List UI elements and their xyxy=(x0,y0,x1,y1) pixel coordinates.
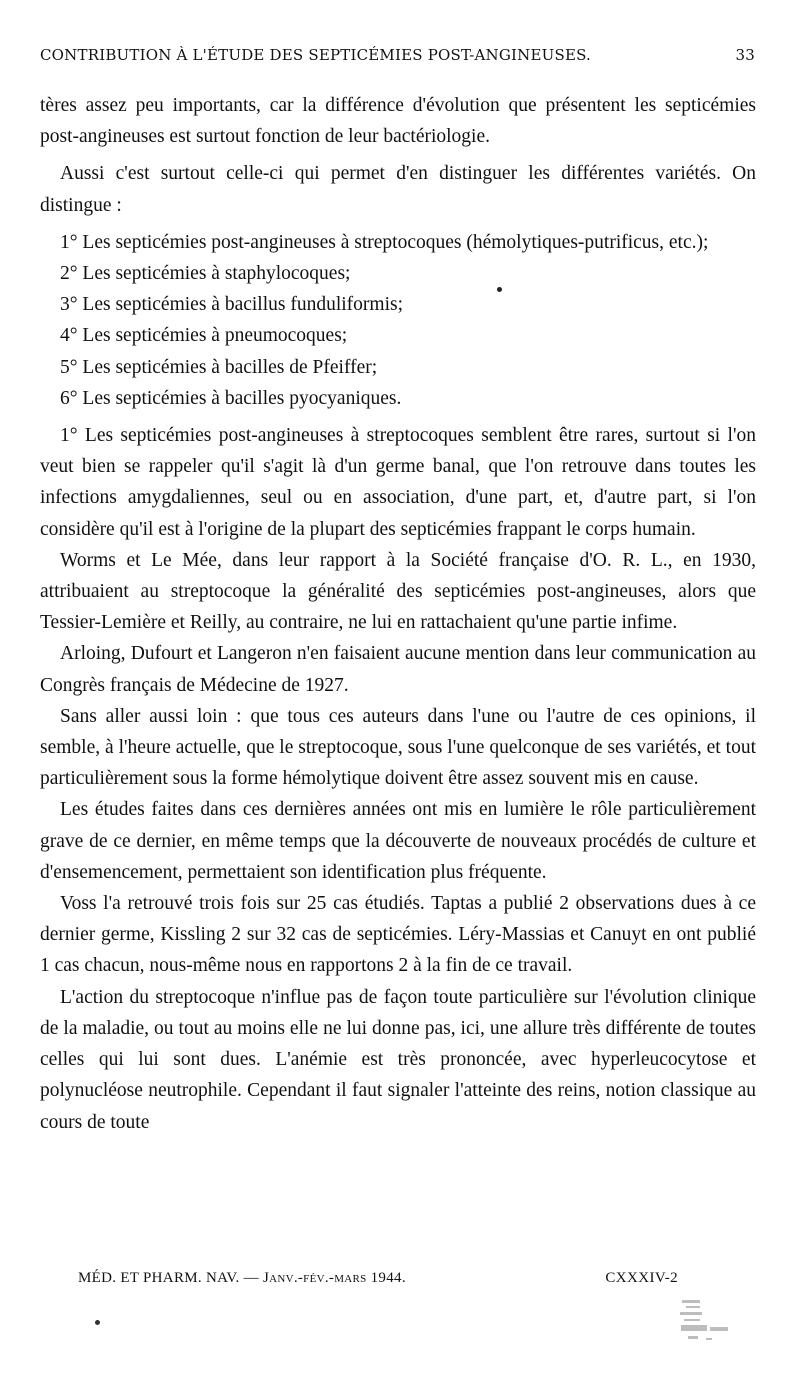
running-header xyxy=(40,46,755,64)
page-footer xyxy=(78,1270,678,1287)
footer-signature: CXXXIV-2 xyxy=(605,1270,678,1286)
paragraph-etudes: Les études faites dans ces dernières années ont mis en lumière le rôle particulièrement grave de ce dernier, en même temps que la découverte de nouveaux procédés de culture et d'ensemencement, permettaient son identification plus fréquente. xyxy=(40,799,756,883)
footer-journal: MÉD. ET PHARM. NAV. — Janv.-fév.-mars 1944. xyxy=(78,1270,406,1286)
paragraph-continuation: tères assez peu importants, car la différence d'évolution que présentent les septicémies post-angineuses est surtout fonction de leur bactériologie. xyxy=(40,95,756,148)
list-item-pfeiffer: 5° Les septicémies à bacilles de Pfeiffer; xyxy=(60,356,378,378)
ink-speck xyxy=(497,287,502,292)
paragraph-varieties-intro: Aussi c'est surtout celle-ci qui permet d'en distinguer les différentes variétés. On distingue : xyxy=(40,163,756,216)
list-item-pneumocoques: 4° Les septicémies à pneumocoques; xyxy=(60,325,348,347)
paragraph-sans-aller: Sans aller aussi loin : que tous ces auteurs dans l'une ou l'autre de ces opinions, il semble, à l'heure actuelle, que le streptocoque, sous l'une quelconque de ses variétés, et tout particulièrement sous la forme hémolytique doivent être assez souvent mis en cause. xyxy=(40,705,756,790)
section-streptocoques: 1° Les septicémies post-angineuses à streptocoques semblent être rares, surtout si l'on veut bien se rappeler qu'il s'agit là d'un germe banal, que l'on retrouve dans toutes les infections amygdaliennes, seul ou en association, d'une part, et, d'autre part, si l'on considère qu'il est à l'origine de la plupart des septicémies frappant le corps humain. xyxy=(40,425,756,540)
ink-dot xyxy=(95,1320,100,1325)
body-text xyxy=(40,90,756,1138)
paragraph-arloing: Arloing, Dufourt et Langeron n'en faisaient aucune mention dans leur communication au Congrès français de Médecine de 1927. xyxy=(40,643,756,696)
list-item-pyocyaniques: 6° Les septicémies à bacilles pyocyaniques. xyxy=(60,387,402,409)
list-item-streptocoques: 1° Les septicémies post-angineuses à streptocoques (hémolytiques-putrificus, etc.); xyxy=(60,231,709,253)
paragraph-worms-le-mee: Worms et Le Mée, dans leur rapport à la Société française d'O. R. L., en 1930, attribuaient au streptocoque la généralité des septicémies post-angineuses, alors que Tessier-Lemière et Reilly, au contraire, ne lui en rattachaient qu'une partie infime. xyxy=(40,549,756,634)
list-item-bacillus: 3° Les septicémies à bacillus funduliformis; xyxy=(60,294,404,316)
paragraph-voss: Voss l'a retrouvé trois fois sur 25 cas étudiés. Taptas a publié 2 observations dues à ce dernier germe, Kissling 2 sur 32 cas de septicémies. Léry-Massias et Canuyt en ont publié 1 cas chacun, nous-même nous en rapportons 2 à la fin de ce travail. xyxy=(40,893,756,977)
header-title: CONTRIBUTION À L'ÉTUDE DES SEPTICÉMIES POST-ANGINEUSES. xyxy=(40,46,592,64)
list-item-staphylocoques: 2° Les septicémies à staphylocoques; xyxy=(60,263,351,285)
paragraph-action: L'action du streptocoque n'influe pas de façon toute particulière sur l'évolution clinique de la maladie, ou tout au moins elle ne lui donne pas, ici, une allure très différente de toutes celles qui lui sont dues. L'anémie est très prononcée, avec hyperleucocytose et polynucléose neutrophile. Cependant il faut signaler l'atteinte des reins, notion classique au cours de toute xyxy=(40,986,756,1133)
library-stamp-mark xyxy=(676,1296,736,1348)
page-number: 33 xyxy=(735,46,755,64)
